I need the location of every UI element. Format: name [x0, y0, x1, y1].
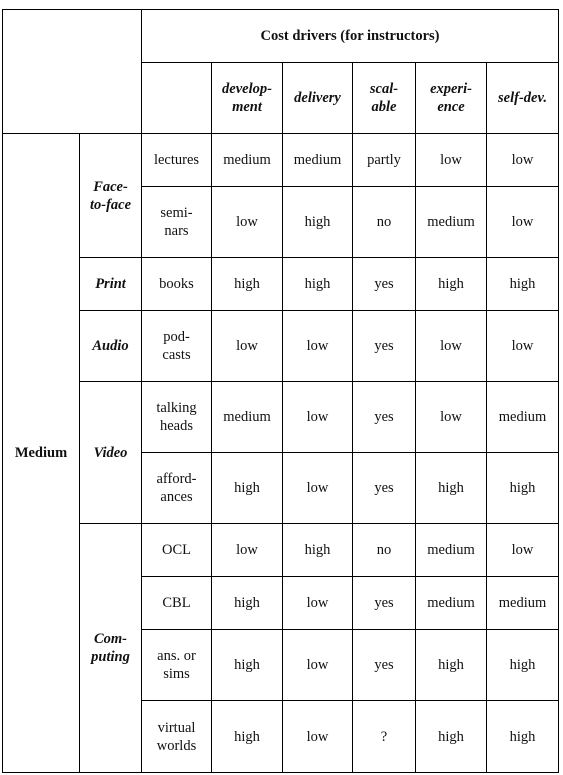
medium-row-label: Medium: [3, 134, 80, 773]
cell-development: low: [212, 524, 283, 577]
table-body: [3, 10, 559, 773]
cell-self-dev: high: [487, 258, 559, 311]
cell-delivery: medium: [283, 134, 353, 187]
table-row: [3, 382, 559, 453]
group-label-video: Video: [80, 382, 142, 524]
table-row: [3, 311, 559, 382]
cell-self-dev: low: [487, 524, 559, 577]
cell-delivery: low: [283, 630, 353, 701]
cell-delivery: low: [283, 382, 353, 453]
cell-experience: high: [416, 453, 487, 524]
cell-development: medium: [212, 134, 283, 187]
cell-experience: low: [416, 311, 487, 382]
cell-self-dev: low: [487, 311, 559, 382]
medium-label-semi-nars: semi- nars: [142, 187, 212, 258]
col-header-development: develop- ment: [212, 63, 283, 134]
cell-self-dev: low: [487, 187, 559, 258]
group-label-audio: Audio: [80, 311, 142, 382]
cell-delivery: low: [283, 453, 353, 524]
cell-development: low: [212, 187, 283, 258]
medium-label-afford-ances: afford- ances: [142, 453, 212, 524]
cell-self-dev: medium: [487, 382, 559, 453]
table-row: [3, 524, 559, 577]
row-label-header: [142, 63, 212, 134]
medium-label-virtualworlds: virtual worlds: [142, 701, 212, 773]
cell-scalable: no: [353, 524, 416, 577]
cell-experience: low: [416, 134, 487, 187]
cell-development: high: [212, 453, 283, 524]
medium-label-lectures: lectures: [142, 134, 212, 187]
col-header-delivery: delivery: [283, 63, 353, 134]
cell-delivery: high: [283, 524, 353, 577]
corner-cell: [3, 10, 142, 134]
cell-scalable: yes: [353, 453, 416, 524]
cell-self-dev: medium: [487, 577, 559, 630]
group-label-print: Print: [80, 258, 142, 311]
cell-self-dev: high: [487, 630, 559, 701]
cell-scalable: yes: [353, 311, 416, 382]
table-row: [3, 258, 559, 311]
col-header-scalable: scal- able: [353, 63, 416, 134]
cell-scalable: yes: [353, 258, 416, 311]
cell-development: high: [212, 577, 283, 630]
cell-experience: high: [416, 630, 487, 701]
cell-scalable: ?: [353, 701, 416, 773]
medium-label-books: books: [142, 258, 212, 311]
cell-self-dev: low: [487, 134, 559, 187]
group-label-face-to-face: Face- to-face: [80, 134, 142, 258]
cell-development: high: [212, 630, 283, 701]
col-header-self-dev: self-dev.: [487, 63, 559, 134]
medium-label-cbl: CBL: [142, 577, 212, 630]
cell-scalable: no: [353, 187, 416, 258]
cell-development: high: [212, 701, 283, 773]
table-row: [3, 134, 559, 187]
medium-label-ans-orsims: ans. or sims: [142, 630, 212, 701]
col-header-experience: experi- ence: [416, 63, 487, 134]
cell-experience: medium: [416, 187, 487, 258]
cell-development: medium: [212, 382, 283, 453]
cell-experience: medium: [416, 577, 487, 630]
cell-scalable: yes: [353, 630, 416, 701]
cell-self-dev: high: [487, 701, 559, 773]
cost-drivers-table: [2, 9, 559, 773]
cell-delivery: low: [283, 577, 353, 630]
cell-development: low: [212, 311, 283, 382]
cell-experience: medium: [416, 524, 487, 577]
cell-scalable: yes: [353, 577, 416, 630]
cell-development: high: [212, 258, 283, 311]
medium-label-ocl: OCL: [142, 524, 212, 577]
cell-delivery: high: [283, 187, 353, 258]
cell-experience: low: [416, 382, 487, 453]
group-label-com-puting: Com- puting: [80, 524, 142, 773]
cell-delivery: high: [283, 258, 353, 311]
header-row-title: [3, 10, 559, 63]
cell-self-dev: high: [487, 453, 559, 524]
cost-drivers-title: Cost drivers (for instructors): [142, 10, 559, 63]
cell-experience: high: [416, 701, 487, 773]
cell-experience: high: [416, 258, 487, 311]
cell-scalable: partly: [353, 134, 416, 187]
cell-delivery: low: [283, 701, 353, 773]
cell-scalable: yes: [353, 382, 416, 453]
cell-delivery: low: [283, 311, 353, 382]
medium-label-talkingheads: talking heads: [142, 382, 212, 453]
medium-label-pod-casts: pod- casts: [142, 311, 212, 382]
